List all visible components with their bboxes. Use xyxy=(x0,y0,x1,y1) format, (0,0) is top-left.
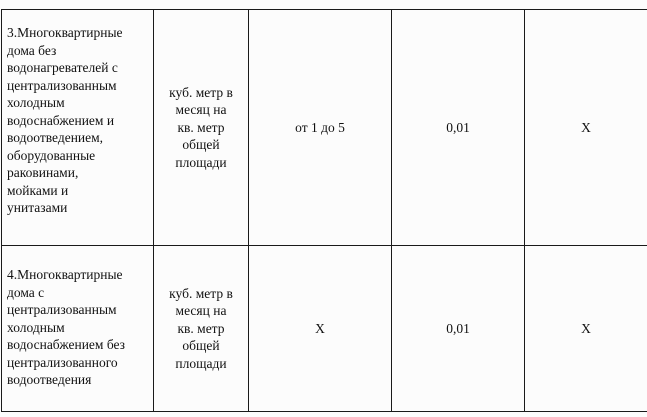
unit-cell: куб. метр в месяц на кв. метр общей площади xyxy=(154,246,249,412)
value-cell: 0,01 xyxy=(392,10,525,246)
value-cell: 0,01 xyxy=(392,246,525,412)
range-cell: от 1 до 5 xyxy=(249,10,392,246)
unit-cell: куб. метр в месяц на кв. метр общей площади xyxy=(154,10,249,246)
tariff-table xyxy=(1,9,647,412)
building-type-cell: 4.Многоквартирные дома с централизованным холодным водоснабжением без централизованного водоотведения xyxy=(2,246,154,412)
building-type-cell: 3.Многоквартирные дома без водонагревателей с централизованным холодным водоснабжением и водоотведением, оборудованные раковинами, мойками и унитазами xyxy=(2,10,154,246)
table-row xyxy=(2,10,647,246)
range-cell: Х xyxy=(249,246,392,412)
extra-cell: Х xyxy=(525,10,647,246)
extra-cell: Х xyxy=(525,246,647,412)
table-row xyxy=(2,246,647,412)
